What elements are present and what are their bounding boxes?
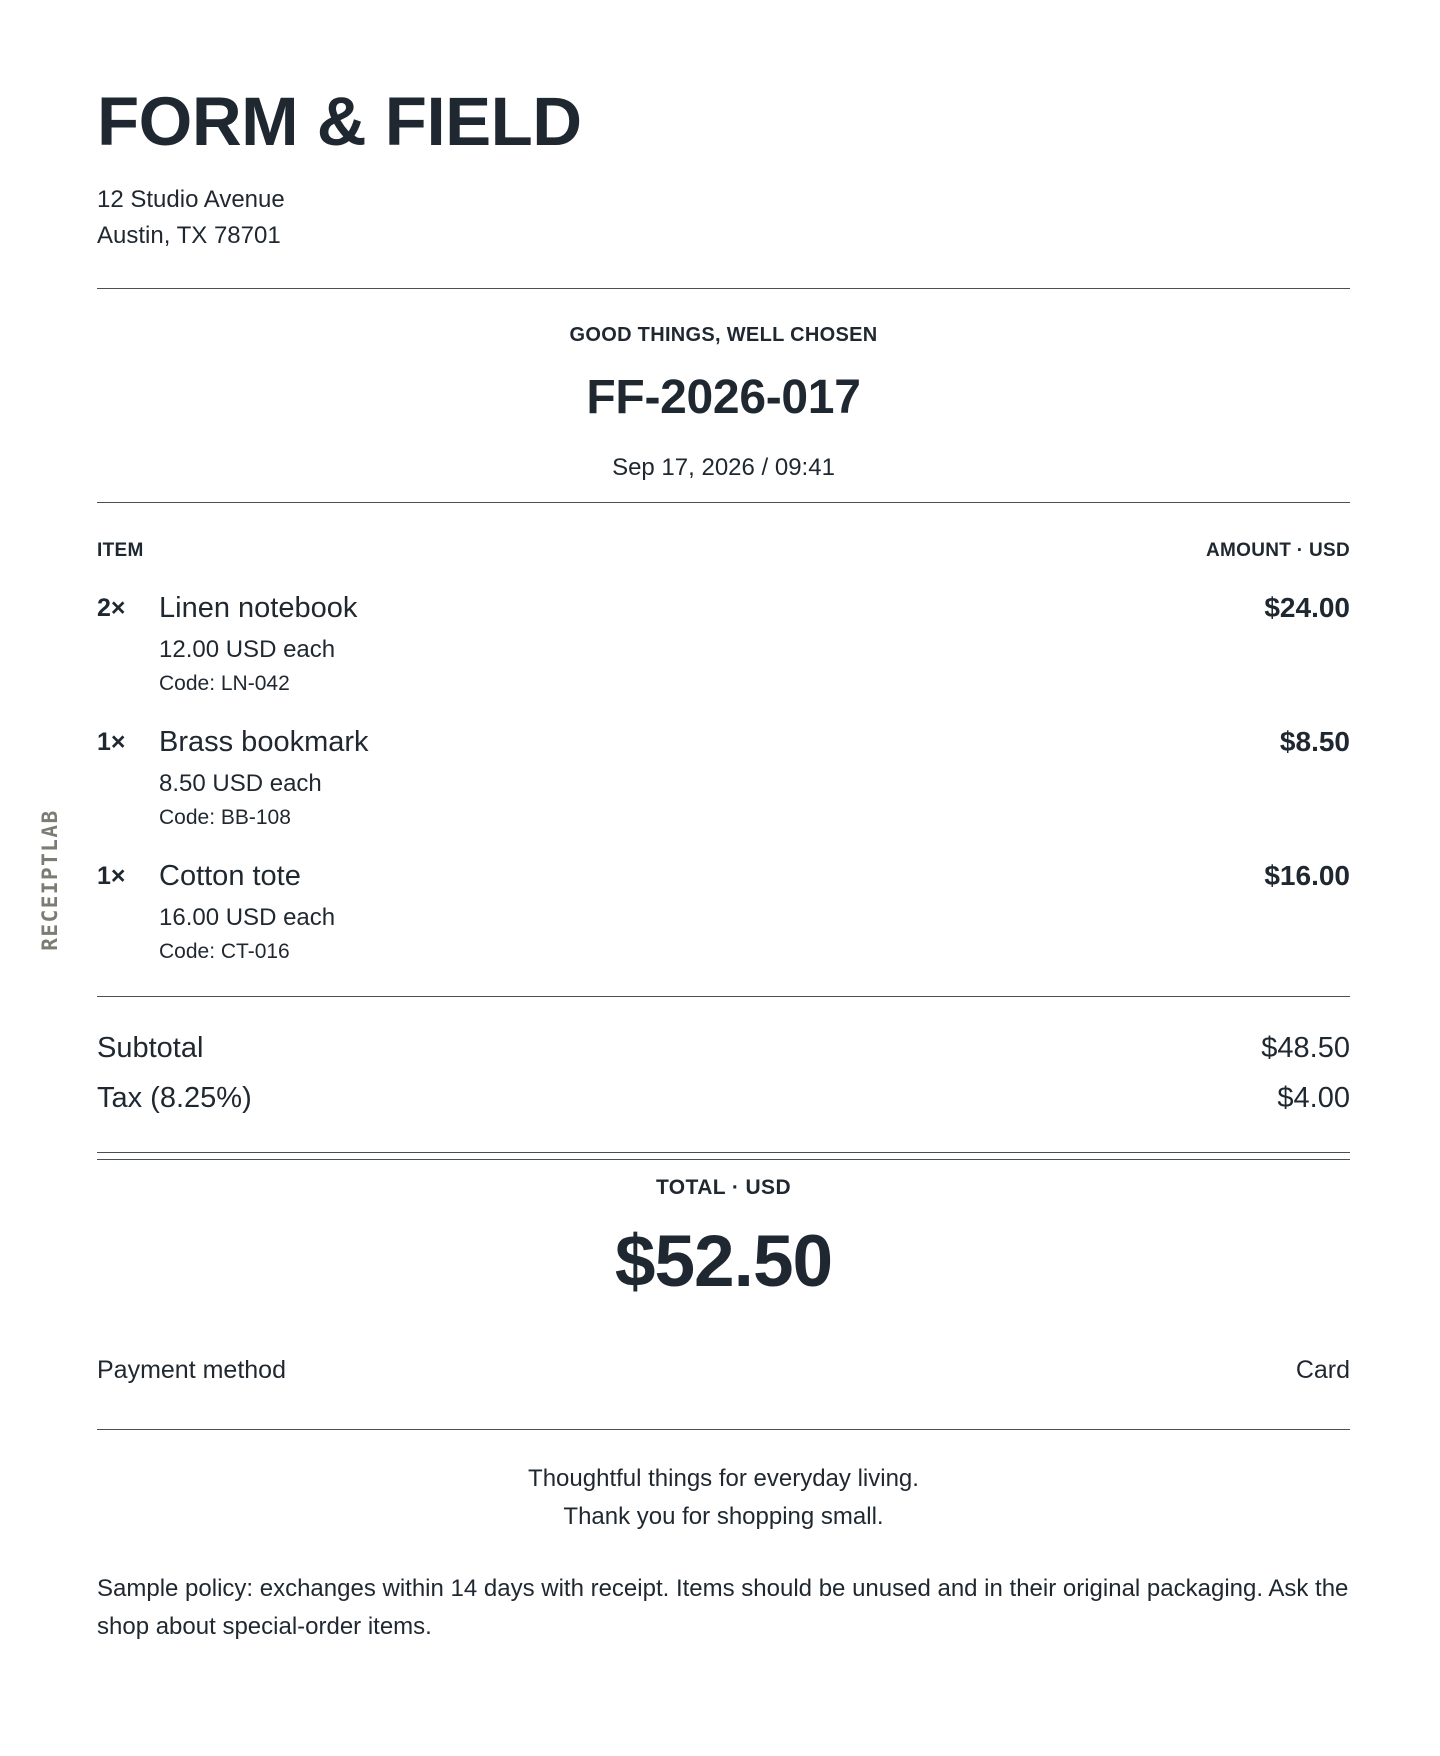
item-amount: $8.50 <box>1279 726 1350 757</box>
divider <box>97 1429 1350 1430</box>
store-name: FORM & FIELD <box>97 83 582 160</box>
item-unit-price: 12.00 USD each <box>159 636 336 663</box>
item-code: Code: LN-042 <box>159 672 290 695</box>
total-value: $52.50 <box>614 1221 833 1302</box>
store-address <box>97 182 285 254</box>
item-unit-price: 16.00 USD each <box>159 904 336 931</box>
receipt-datetime: Sep 17, 2026 / 09:41 <box>612 454 835 481</box>
return-policy: Sample policy: exchanges within 14 days with receipt. Items should be unused and in their original packaging. Ask the shop about special-order items. <box>97 1575 1349 1640</box>
line-item <box>97 590 1350 710</box>
line-item <box>97 858 1350 978</box>
double-divider-bottom <box>97 1159 1350 1160</box>
item-quantity: 1× <box>97 862 126 890</box>
item-code: Code: BB-108 <box>159 806 291 829</box>
divider <box>97 996 1350 997</box>
item-quantity: 2× <box>97 594 126 622</box>
receiptlab-watermark: RECEIPTLAB <box>38 809 62 951</box>
item-name: Cotton tote <box>159 860 301 892</box>
item-name: Brass bookmark <box>159 726 369 758</box>
line-item <box>97 724 1350 844</box>
payment-method-label: Payment method <box>97 1356 286 1384</box>
total-label: TOTAL · USD <box>655 1176 792 1199</box>
address-line-2: Austin, TX 78701 <box>97 222 281 249</box>
item-quantity: 1× <box>97 728 126 756</box>
subtotal-value: $48.50 <box>1261 1032 1350 1064</box>
thank-you-line-1: Thoughtful things for everyday living. <box>528 1465 919 1492</box>
column-header-item: ITEM <box>97 540 144 561</box>
tagline: GOOD THINGS, WELL CHOSEN <box>569 324 878 346</box>
item-code: Code: CT-016 <box>159 940 290 963</box>
tax-label: Tax (8.25%) <box>97 1082 252 1114</box>
address-line-1: 12 Studio Avenue <box>97 186 285 213</box>
payment-method-value: Card <box>1295 1356 1350 1384</box>
item-unit-price: 8.50 USD each <box>159 770 322 797</box>
divider <box>97 288 1350 289</box>
divider <box>97 502 1350 503</box>
receipt-number: FF-2026-017 <box>586 371 861 424</box>
thank-you-message <box>97 1460 1350 1536</box>
column-header-amount: AMOUNT · USD <box>1206 540 1350 561</box>
subtotal-label: Subtotal <box>97 1032 204 1064</box>
double-divider-top <box>97 1152 1350 1153</box>
item-amount: $24.00 <box>1264 592 1350 623</box>
item-name: Linen notebook <box>159 592 358 624</box>
thank-you-line-2: Thank you for shopping small. <box>563 1503 884 1530</box>
tax-value: $4.00 <box>1277 1082 1350 1114</box>
item-amount: $16.00 <box>1264 860 1350 891</box>
